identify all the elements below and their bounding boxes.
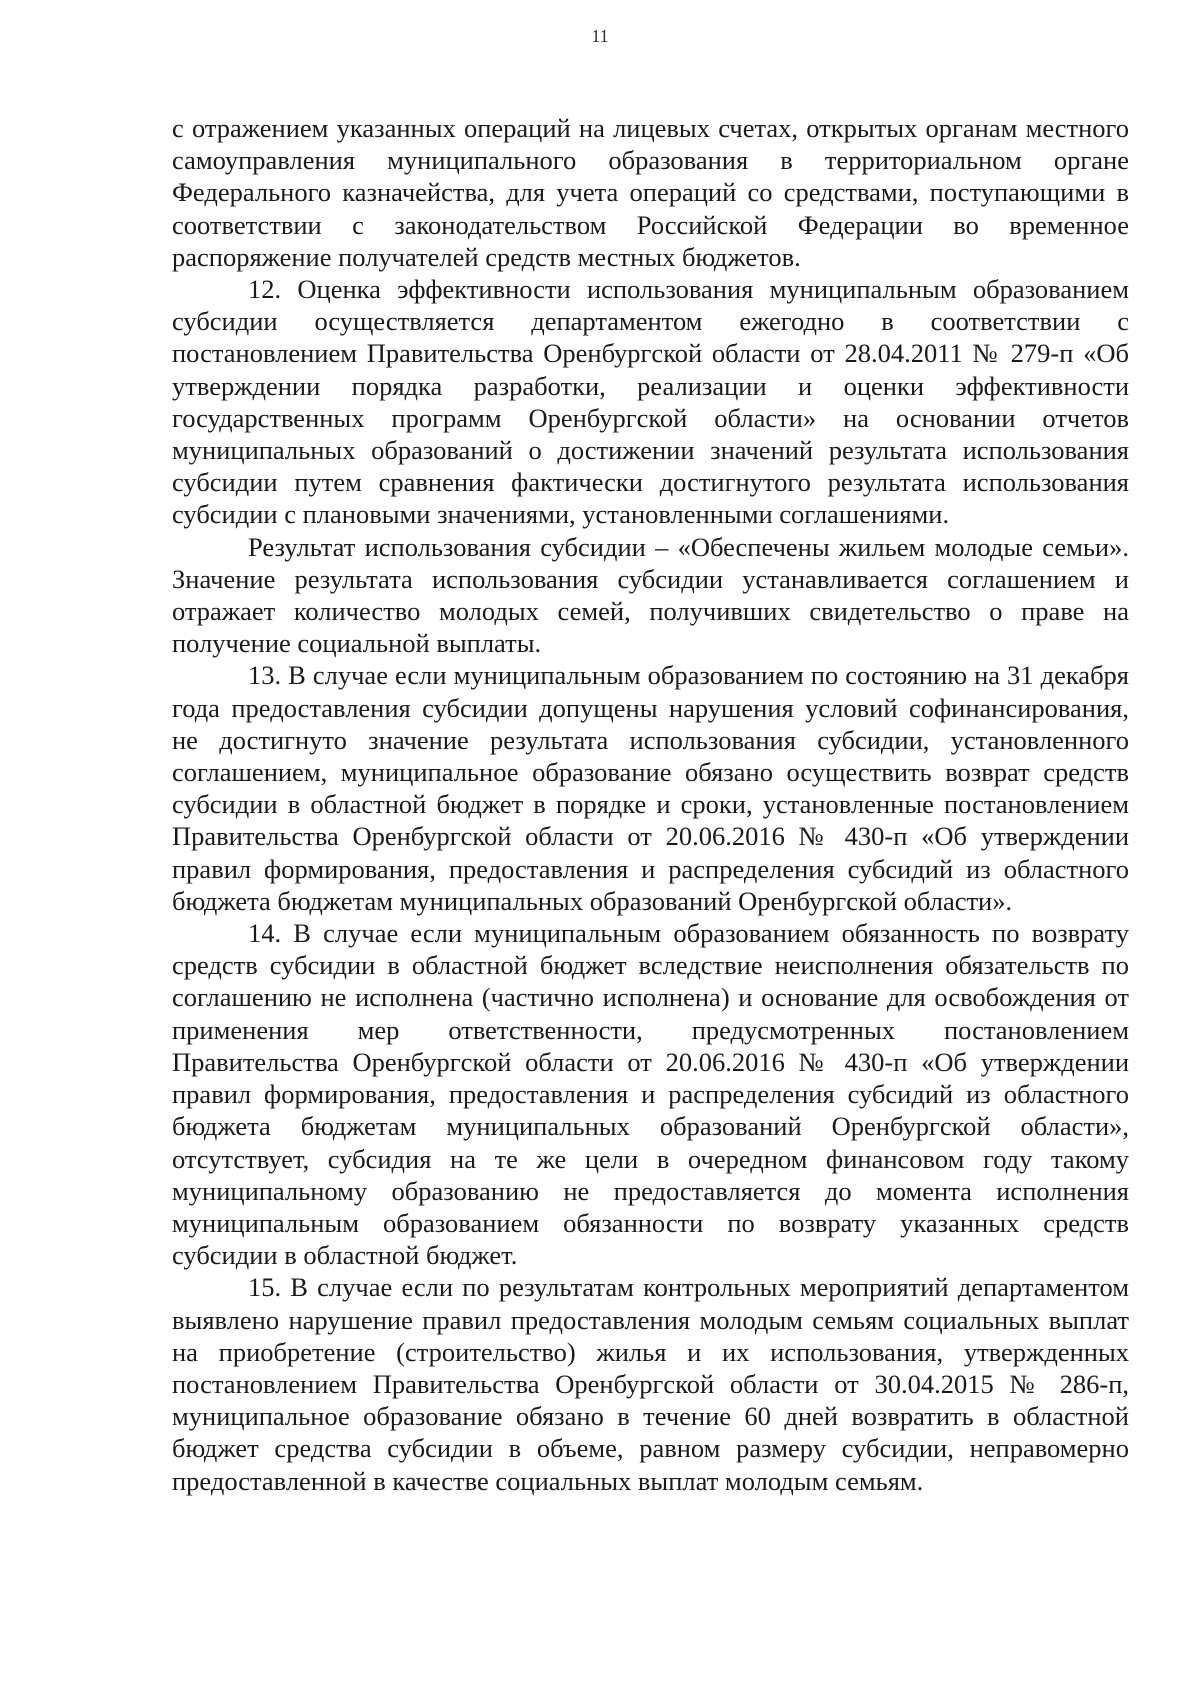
page-number: 11 [591,26,609,46]
paragraph-13: 13. В случае если муниципальным образованием по состоянию на 31 декабря года предоставления субсидии допущены нарушения условий софинансирования, не достигнуто значение результата использования субсидии, установленного соглашением, муниципальное образование обязано осуществить возврат средств субсидии в областной бюджет в порядке и сроки, установленные постановлением Правительства Оренбургской области от 20.06.2016 № 430-п «Об утверждении правил формирования, предоставления и распределения субсидий из областного бюджета бюджетам муниципальных образований Оренбургской области». [172,660,1129,916]
paragraph-15: 15. В случае если по результатам контрольных мероприятий департаментом выявлено нарушение правил предоставления молодым семьям социальных выплат на приобретение (строительство) жилья и их использования, утвержденных постановлением Правительства Оренбургской области от 30.04.2015 № 286-п, муниципальное образование обязано в течение 60 дней возвратить в областной бюджет средства субсидии в объеме, равном размеру субсидии, неправомерно предоставленной в качестве социальных выплат молодым семьям. [172,1272,1129,1496]
paragraph-12-result: Результат использования субсидии – «Обеспечены жильем молодые семьи». Значение результата использования субсидии устанавливается соглашением и отражает количество молодых семей, получивших свидетельство о праве на получение социальной выплаты. [172,531,1129,659]
document-body [172,112,1129,1497]
paragraph-continuation: с отражением указанных операций на лицевых счетах, открытых органам местного самоуправления муниципального образования в территориальном органе Федерального казначейства, для учета операций со средствами, поступающими в соответствии с законодательством Российской Федерации во временное распоряжение получателей средств местных бюджетов. [172,113,1129,272]
paragraph-12: 12. Оценка эффективности использования муниципальным образованием субсидии осуществляется департаментом ежегодно в соответствии с постановлением Правительства Оренбургской области от 28.04.2011 № 279-п «Об утверждении порядка разработки, реализации и оценки эффективности государственных программ Оренбургской области» на основании отчетов муниципальных образований о достижении значений результата использования субсидии путем сравнения фактически достигнутого результата использования субсидии с плановыми значениями, установленными соглашениями. [172,274,1129,530]
paragraph-14: 14. В случае если муниципальным образованием обязанность по возврату средств субсидии в областной бюджет вследствие неисполнения обязательств по соглашению не исполнена (частично исполнена) и основание для освобождения от применения мер ответственности, предусмотренных постановлением Правительства Оренбургской области от 20.06.2016 № 430-п «Об утверждении правил формирования, предоставления и распределения субсидий из областного бюджета бюджетам муниципальных образований Оренбургской области», отсутствует, субсидия на те же цели в очередном финансовом году такому муниципальному образованию не предоставляется до момента исполнения муниципальным образованием обязанности по возврату указанных средств субсидии в областной бюджет. [172,918,1129,1271]
